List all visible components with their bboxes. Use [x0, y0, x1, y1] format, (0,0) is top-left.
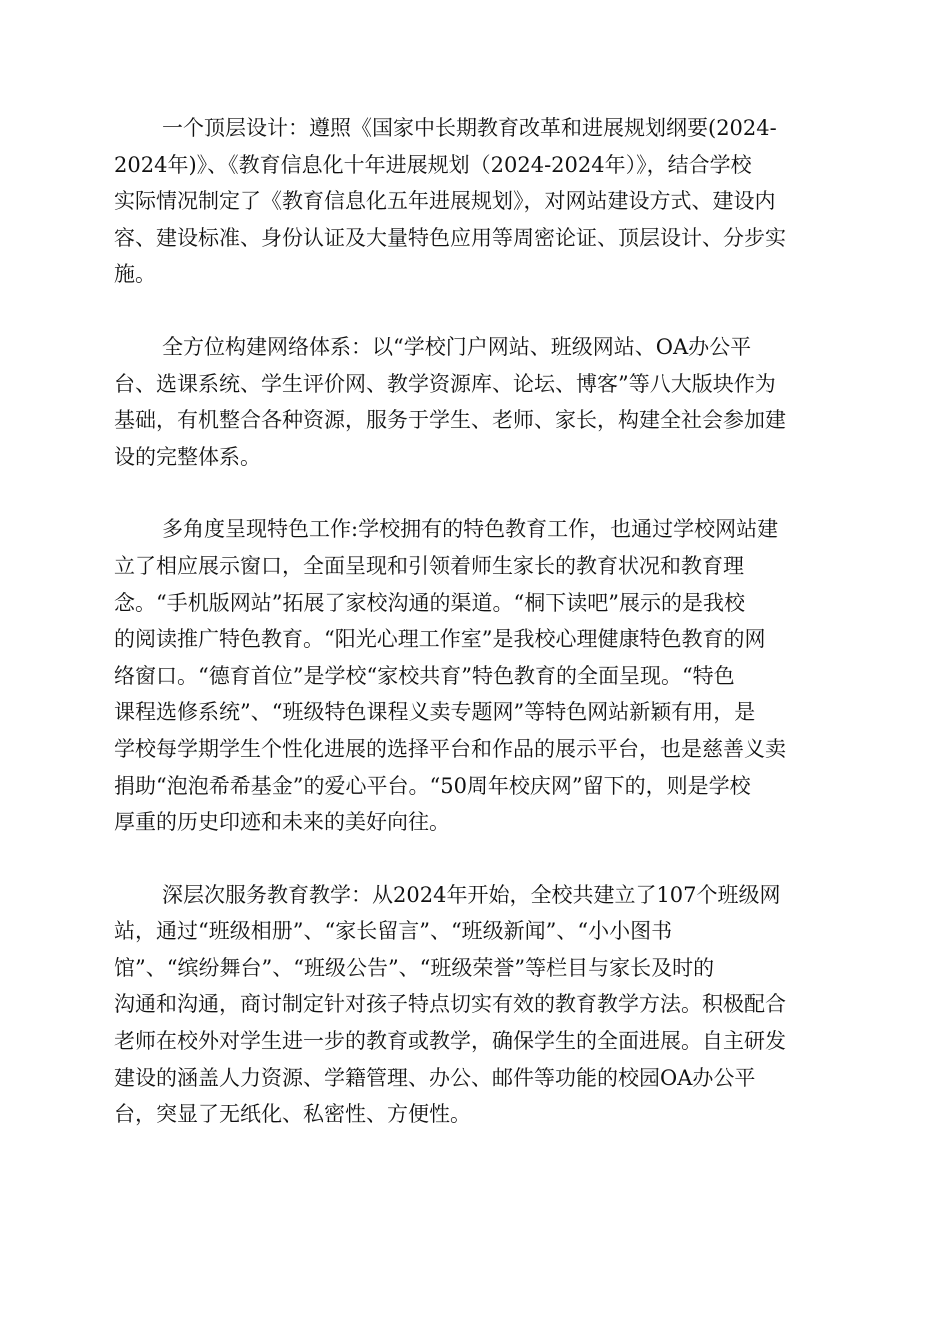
paragraph-teaching-service — [114, 877, 839, 1133]
text-line: 的阅读推广特色教育。“阳光心理工作室”是我校心理健康特色教育的网 — [114, 627, 766, 652]
text-line: 施。 — [114, 262, 156, 287]
text-line: 学校每学期学生个性化进展的选择平台和作品的展示平台，也是慈善义卖 — [114, 736, 786, 761]
paragraph-top-level-design — [114, 110, 839, 293]
text-line: 老师在校外对学生进一步的教育或教学，确保学生的全面进展。自主研发 — [114, 1029, 786, 1054]
text-line: 建设的涵盖人力资源、学籍管理、办公、邮件等功能的校园OA办公平 — [114, 1065, 756, 1090]
paragraph-featured-work — [114, 511, 839, 840]
text-line: 念。“手机版网站”拓展了家校沟通的渠道。“桐下读吧”展示的是我校 — [114, 590, 745, 615]
text-line: 实际情况制定了《教育信息化五年进展规划》，对网站建设方式、建设内 — [114, 189, 776, 214]
text-line: 络窗口。“德育首位”是学校“家校共育”特色教育的全面呈现。“特色 — [114, 663, 735, 688]
text-line: 厚重的历史印迹和未来的美好向往。 — [114, 810, 450, 835]
text-line: 台，突显了无纸化、私密性、方便性。 — [114, 1102, 471, 1127]
text-line: 立了相应展示窗口，全面呈现和引领着师生家长的教育状况和教育理 — [114, 553, 744, 578]
text-line: 全方位构建网络体系：以“学校门户网站、班级网站、OA办公平 — [162, 334, 752, 359]
text-line: 课程选修系统”、“班级特色课程义卖专题网”等特色网站新颖有用，是 — [114, 700, 756, 725]
text-line: 深层次服务教育教学：从2024年开始，全校共建立了107个班级网 — [162, 882, 781, 907]
text-line: 一个顶层设计：遵照《国家中长期教育改革和进展规划纲要(2024- — [162, 116, 777, 140]
text-line: 沟通和沟通，商讨制定针对孩子特点切实有效的教育教学方法。积极配合 — [114, 992, 786, 1017]
text-line: 设的完整体系。 — [114, 444, 261, 469]
paragraph-network-system — [114, 329, 839, 475]
text-line: 容、建设标准、身份认证及大量特色应用等周密论证、顶层设计、分步实 — [114, 225, 786, 250]
text-line: 台、选课系统、学生评价网、教学资源库、论坛、博客”等八大版块作为 — [114, 371, 776, 396]
text-line: 捐助“泡泡希希基金”的爱心平台。“50周年校庆网”留下的，则是学校 — [114, 773, 751, 798]
text-line: 基础，有机整合各种资源，服务于学生、老师、家长，构建全社会参加建 — [114, 408, 786, 433]
text-line: 站，通过“班级相册”、“家长留言”、“班级新闻”、“小小图书 — [114, 919, 673, 944]
text-line: 2024年)》、《教育信息化十年进展规划（2024-2024年）》，结合学校 — [114, 152, 752, 177]
text-line: 多角度呈现特色工作:学校拥有的特色教育工作，也通过学校网站建 — [162, 517, 779, 542]
text-line: 馆”、“缤纷舞台”、“班级公告”、“班级荣誉”等栏目与家长及时的 — [114, 955, 715, 980]
document-body — [114, 110, 839, 1169]
